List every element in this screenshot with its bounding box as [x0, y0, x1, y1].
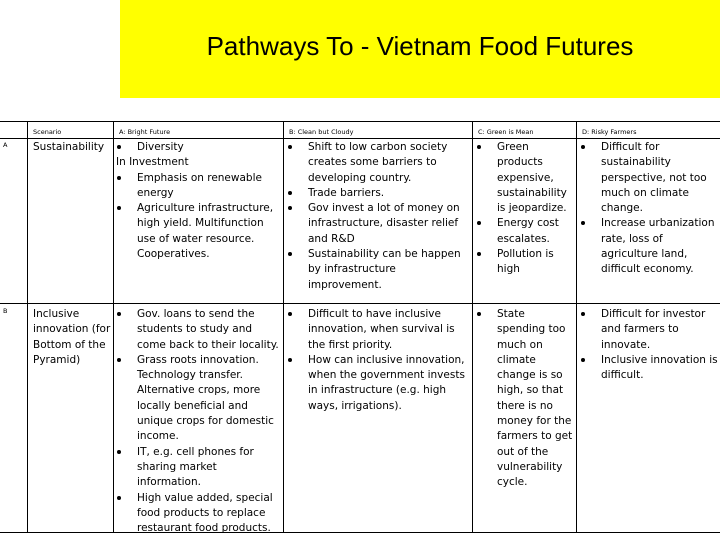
- cell-c-sustainability: [476, 140, 575, 278]
- bullet-icon: [581, 358, 585, 362]
- header-scenario: Scenario: [33, 128, 62, 136]
- table-col-rule: [472, 121, 473, 533]
- list-item: Green products expensive, sustainability is jeopardize.: [476, 140, 575, 216]
- row-id: B: [3, 307, 8, 315]
- cell-d-inclusive: [580, 307, 718, 383]
- list-item: Difficult for investor and farmers to innovate.: [580, 307, 718, 353]
- bullet-icon: [288, 206, 292, 210]
- header-d: D: Risky Farmers: [582, 128, 637, 136]
- bullet-icon: [477, 145, 481, 149]
- bullet-icon: [117, 312, 121, 316]
- bullet-icon: [288, 191, 292, 195]
- list-item: Diversity: [116, 140, 282, 155]
- table-rule-bottom: [0, 532, 720, 533]
- bullet-icon: [477, 312, 481, 316]
- list-item: Agriculture infrastructure, high yield. Multifunction use of water resource. Cooperatives.: [116, 201, 282, 262]
- bullet-icon: [581, 221, 585, 225]
- list-item: Energy cost escalates.: [476, 216, 575, 247]
- bullet-icon: [288, 252, 292, 256]
- table-col-rule: [283, 121, 284, 533]
- list-item: Grass roots innovation. Technology transfer. Alternative crops, more locally beneficial and unique crops for domestic income.: [116, 353, 282, 445]
- list-item: In Investment: [116, 156, 189, 169]
- bullet-icon: [288, 145, 292, 149]
- cell-b-inclusive: [287, 307, 471, 414]
- bullet-icon: [117, 496, 121, 500]
- list-item: Shift to low carbon society creates some barriers to developing country.: [287, 140, 471, 186]
- header-a: A: Bright Future: [119, 128, 171, 136]
- table-rule-row: [0, 303, 720, 304]
- cell-a-sustainability: [116, 140, 282, 262]
- bullet-icon: [117, 358, 121, 362]
- list-item: Pollution is high: [476, 247, 575, 278]
- scenario-cell: Sustainability: [33, 141, 105, 153]
- bullet-icon: [581, 312, 585, 316]
- scenario-cell: Inclusive innovation (for Bottom of the Pyramid): [33, 308, 111, 366]
- bullet-icon: [477, 252, 481, 256]
- bullet-icon: [288, 358, 292, 362]
- table-rule-top: [0, 121, 720, 122]
- header-b: B: Clean but Cloudy: [289, 128, 354, 136]
- title-banner: [120, 0, 720, 98]
- page-title: Pathways To - Vietnam Food Futures: [206, 31, 634, 61]
- header-c: C: Green is Mean: [478, 128, 534, 136]
- table-col-rule: [576, 121, 577, 533]
- list-item: Sustainability can be happen by infrastructure improvement.: [287, 247, 471, 293]
- list-item: State spending too much on climate change is so high, so that there is no money for the farmers to get out of the vulnerability cycle.: [476, 307, 575, 491]
- bullet-icon: [117, 176, 121, 180]
- bullet-icon: [288, 312, 292, 316]
- list-item: Inclusive innovation is difficult.: [580, 353, 718, 384]
- bullet-icon: [117, 145, 121, 149]
- list-item: High value added, special food products to replace restaurant food products.: [116, 491, 282, 537]
- cell-b-sustainability: [287, 140, 471, 293]
- list-item: Trade barriers.: [287, 186, 471, 201]
- list-item: Increase urbanization rate, loss of agriculture land, difficult economy.: [580, 216, 718, 277]
- table-col-rule: [113, 121, 114, 533]
- list-item: Difficult to have inclusive innovation, when survival is the first priority.: [287, 307, 471, 353]
- list-item: How can inclusive innovation, when the government invests in infrastructure (e.g. high ways, irrigations).: [287, 353, 471, 414]
- row-id: A: [3, 141, 8, 149]
- list-item: Difficult for sustainability perspective, not too much on climate change.: [580, 140, 718, 216]
- cell-a-inclusive: [116, 307, 282, 536]
- list-item: IT, e.g. cell phones for sharing market information.: [116, 445, 282, 491]
- cell-d-sustainability: [580, 140, 718, 278]
- table-rule-header: [0, 138, 720, 139]
- bullet-icon: [117, 206, 121, 210]
- cell-c-inclusive: [476, 307, 575, 491]
- bullet-icon: [477, 221, 481, 225]
- list-item: Gov invest a lot of money on infrastructure, disaster relief and R&D: [287, 201, 471, 247]
- list-item: Emphasis on renewable energy: [116, 171, 282, 202]
- bullet-icon: [581, 145, 585, 149]
- bullet-icon: [117, 450, 121, 454]
- table-col-rule: [27, 121, 28, 533]
- list-item: Gov. loans to send the students to study and come back to their locality.: [116, 307, 282, 353]
